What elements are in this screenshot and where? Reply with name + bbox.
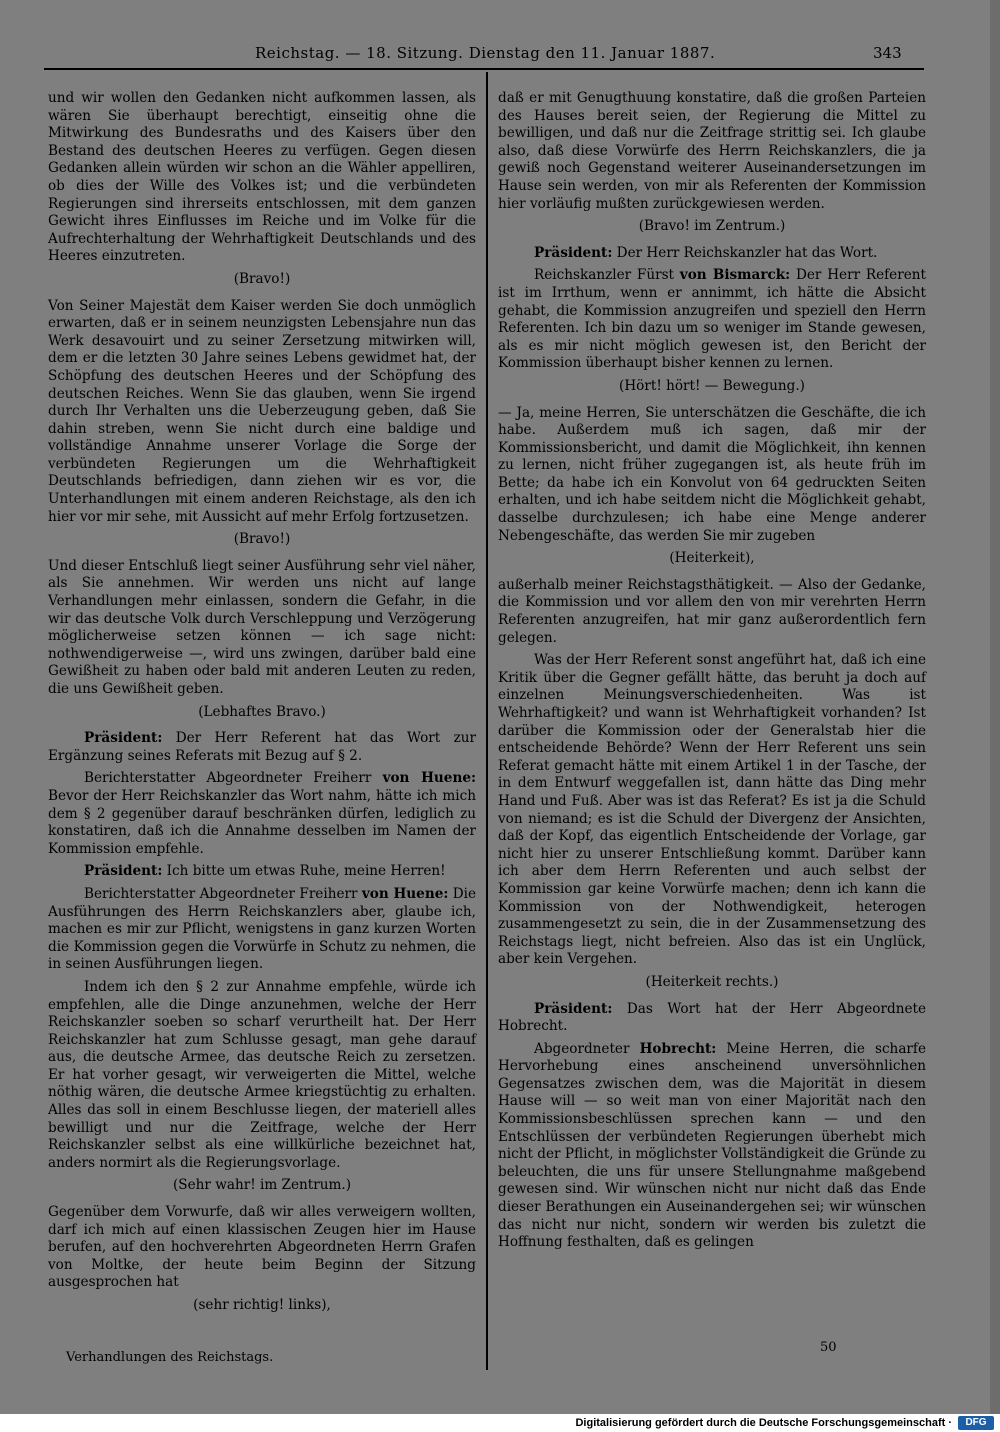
footer-sheet-number: 50	[820, 1340, 837, 1355]
speaker-name: Hobrecht:	[639, 1040, 717, 1057]
funding-credit: Digitalisierung gefördert durch die Deutsche Forschungsgemeinschaft ·	[575, 1417, 952, 1429]
body-paragraph: — Ja, meine Herren, Sie unterschätzen die Geschäfte, die ich habe. Außerdem muß ich sagen, daß mir der Kommissionsbericht, und damit die Möglichkeit, ihn kennen zu lernen, nicht früher zugegangen ist, als heute früh im Bette; da habe ich ein Konvolut von 64 gedruckten Seiten erhalten, und ich habe seitdem nicht die Möglichkeit gehabt, dasselbe durchzulesen; ich habe eine Menge anderer Nebengeschäfte, das werden Sie mir zugeben	[498, 404, 926, 544]
header-rule	[44, 68, 924, 70]
right-column	[498, 90, 926, 1257]
interjection: (Bravo!)	[233, 531, 291, 548]
running-header: Reichstag. — 18. Sitzung. Dienstag den 11. Januar 1887.	[255, 44, 716, 62]
speech-text: Meine Herren, die scharfe Hervorhebung eines anscheinend unversöhnlichen Gegensatzes zwischen dem, was die Majorität in diesem Hause will — so weit man von einer Majorität nach den Kommissionsbeschlüssen sprechen kann — und den Entschlüssen der verbündeten Regierungen überhebt mich nicht der Pflicht, in möglichster Vollständigkeit die Gründe zu beleuchten, die uns für unsere Stellungnahme maßgebend gewesen sind. Wir wünschen nicht nur nicht daß das Ende dieser Berathungen ein Auseinandergehen sei; wir wünschen das nicht nur nicht, sondern wir werden bis zuletzt die Hoffnung festhalten, daß es gelingen	[498, 1040, 926, 1251]
body-paragraph: Und dieser Entschluß liegt seiner Ausführung sehr viel näher, als Sie annehmen. Wir werden uns nicht auf lange Verhandlungen mehr einlassen, sondern die Gefahr, in die wir das deutsche Volk durch Verschleppung und Verzögerung möglicherweise setzen können — ich sage nicht: nothwendigerweise —, wird uns zwingen, darüber bald eine Gewißheit zu haben oder bald mit anderen Leuten zu reden, die uns Gewißheit geben.	[48, 557, 476, 697]
speech-paragraph	[48, 770, 476, 858]
interjection: (Heiterkeit rechts.)	[645, 973, 779, 990]
speaker-title: Berichterstatter Abgeordneter Freiherr	[84, 770, 372, 787]
speech-text: Der Herr Referent hat das Wort zur Ergänzung seines Referats mit Bezug auf § 2.	[48, 730, 476, 764]
speaker-title: Berichterstatter Abgeordneter Freiherr	[84, 885, 358, 902]
speaker-title: Abgeordneter	[534, 1040, 630, 1057]
speech-text: Das Wort hat der Herr Abgeordnete Hobrecht.	[498, 1000, 926, 1035]
interjection: (Lebhaftes Bravo.)	[198, 703, 326, 720]
interjection: (Bravo!)	[233, 270, 291, 287]
interjection: (Hört! hört! — Bewegung.)	[619, 377, 805, 394]
speaker-name: Präsident:	[534, 1000, 613, 1017]
page-edge	[990, 0, 1000, 1414]
speech-text: Ich bitte um etwas Ruhe, meine Herren!	[166, 863, 446, 880]
speaker-name: von Huene:	[361, 885, 449, 902]
left-column	[48, 90, 476, 1324]
speech-text: Bevor der Herr Reichskanzler das Wort nahm, hätte ich mich dem § 2 gegenüber darauf beschränken dürfen, lediglich zu konstatiren, daß ich die Annahme desselben im Namen der Kommission empfehle.	[48, 787, 476, 857]
speech-text: Der Herr Referent ist im Irrthum, wenn er annimmt, ich hätte die Absicht gehabt, die Kommission anzugreifen und speziell den Herrn Referenten. Ich bin dazu um so weniger im Stande gewesen, als es mir nicht möglich gewesen ist, den Bericht der Kommission überhaupt bisher kennen zu lernen.	[498, 267, 926, 372]
speaker-name: Präsident:	[534, 244, 613, 261]
body-paragraph: Was der Herr Referent sonst angeführt hat, daß ich eine Kritik über die Gegner gefällt hätte, das beruht ja doch auf einzelnen Meinungsverschiedenheiten. Was ist Wehrhaftigkeit? und wann ist Wehrhaftigkeit vorhanden? Ist darüber die Kommission oder der Generalstab hier die entscheidende Behörde? Wenn der Herr Referent uns sein Referat gemacht hätte mit einem Artikel 1 in der Tasche, der in dem Entwurf weggefallen ist, dann hätte das Ding mehr Hand und Fuß. Aber was ist das Referat? Es ist ja die Schuld von niemand; es ist die Schuld der Divergenz der Ansichten, daß der Kopf, das eigentlich Entscheidende der Vorlage, gar nicht hier zu unserer Entschließung kommt. Darüber kann ich aber dem Herrn Referenten und auch selbst der Kommission gar keine Vorwürfe machen; denn ich kann die Kommission von der Nothwendigkeit, heterogen zusammengesetzt zu sein, die in der Zusammensetzung des Reichstags liegt, nicht befreien. Also das ist ein Unglück, aber kein Vergehen.	[498, 652, 926, 968]
column-divider	[486, 72, 488, 1370]
speech-text: Die Ausführungen des Herrn Reichskanzlers aber, glaube ich, machen es mir zur Pflicht, wenigstens in ganz kurzen Worten die Kommission gegen die Vorwürfe in Schutz zu nehmen, die in seinen Ausführungen liegen.	[48, 885, 477, 973]
interjection: (Sehr wahr! im Zentrum.)	[172, 1177, 352, 1194]
speech-paragraph	[498, 1041, 926, 1252]
body-paragraph: daß er mit Genugthuung konstatire, daß die großen Parteien des Hauses bereit seien, der Regierung die Mittel zu bewilligen, und daß nur die Zeitfrage strittig sei. Ich glaube also, daß diese Vorwürfe des Herrn Reichskanzlers, die ja gewiß noch Gegenstand weiterer Auseinandersetzungen im Hause sein werden, von mir als Referenten der Kommission hier vorläufig mußten zurückgewiesen werden.	[498, 90, 926, 212]
speaker-name: Präsident:	[84, 863, 163, 880]
speech-paragraph	[498, 1001, 926, 1036]
speaker-title: Reichskanzler Fürst	[534, 267, 675, 284]
body-paragraph: und wir wollen den Gedanken nicht aufkommen lassen, als wären Sie überhaupt berechtigt, einseitig ohne die Mitwirkung des Bundesraths und des Kaisers über den Bestand des deutschen Heeres zu verfügen. Gegen diesen Gedanken allein würden wir schon an die Wähler appelliren, ob dies der Wille des Volkes ist; und die verbündeten Regierungen sind ihrerseits entschlossen, mit dem ganzen Gewicht ihres Einflusses im Reiche und im Volke für die Aufrechterhaltung der Wehrhaftigkeit Deutschlands und des Heeres einzutreten.	[48, 90, 476, 265]
interjection: (Bravo! im Zentrum.)	[638, 218, 786, 235]
body-paragraph: Von Seiner Majestät dem Kaiser werden Sie doch unmöglich erwarten, daß er in seinem neunzigsten Lebensjahre nun das Werk desavouirt und zu seiner Zersetzung mitwirken will, dem er die letzten 30 Jahre seines Lebens gewidmet hat, der Schöpfung des deutschen Heeres und der Schöpfung des deutschen Reiches. Wenn Sie das glauben, wenn Sie irgend durch Ihr Verhalten uns die Ueberzeugung geben, daß Sie dahin streben, wenn Sie nicht durch eine baldige und vollständige Annahme unserer Vorlage die Sorge der verbündeten Regierungen um die Wehrhaftigkeit Deutschlands befriedigen, dann ziehen wir es vor, die Unterhandlungen mit einem anderen Reichstage, als den ich hier vor mir sehe, mit Aussicht auf mehr Erfolg fortzusetzen.	[48, 297, 476, 525]
speech-paragraph	[48, 863, 476, 881]
speaker-name: von Bismarck:	[679, 267, 791, 284]
dfg-logo: DFG	[958, 1416, 994, 1430]
speech-paragraph	[498, 245, 926, 263]
footer-publication: Verhandlungen des Reichstags.	[66, 1350, 274, 1365]
interjection: (Heiterkeit),	[669, 550, 755, 567]
body-paragraph: Indem ich den § 2 zur Annahme empfehle, würde ich empfehlen, alle die Dinge anzunehmen, welche der Herr Reichskanzler soeben so scharf verurtheilt hat. Der Herr Reichskanzler hat zum Schlusse gesagt, man gehe darauf aus, die deutsche Armee, das deutsche Reich zu zersetzen. Er hat vorher gesagt, wir verweigerten die Mittel, welche nöthig wären, die deutsche Armee kriegstüchtig zu erhalten. Alles das soll in einem Beschlusse liegen, der materiell alles bewilligt und nur die Zeitfrage, welche der Herr Reichskanzler selbst als eine willkürliche bezeichnet hat, anders normirt als die Regierungsvorlage.	[48, 978, 476, 1171]
speech-paragraph	[48, 886, 476, 974]
speech-paragraph	[48, 730, 476, 765]
speaker-name: Präsident:	[84, 730, 163, 747]
page-number: 343	[873, 44, 902, 62]
speech-paragraph	[498, 267, 926, 373]
speech-text: Der Herr Reichskanzler hat das Wort.	[616, 244, 878, 261]
interjection: (sehr richtig! links),	[193, 1297, 331, 1313]
body-paragraph: Gegenüber dem Vorwurfe, daß wir alles verweigern wollten, darf ich mich auf einen klassischen Zeugen hier im Hause berufen, auf den hochverehrten Abgeordneten Herrn Grafen von Moltke, der heute beim Beginn der Sitzung ausgesprochen hat	[48, 1204, 476, 1291]
body-paragraph: außerhalb meiner Reichstagsthätigkeit. — Also der Gedanke, die Kommission und vor allem den von mir verehrten Herrn Referenten anzugreifen, hat mir ganz außerordentlich fern gelegen.	[498, 576, 926, 646]
speaker-name: von Huene:	[382, 770, 477, 787]
